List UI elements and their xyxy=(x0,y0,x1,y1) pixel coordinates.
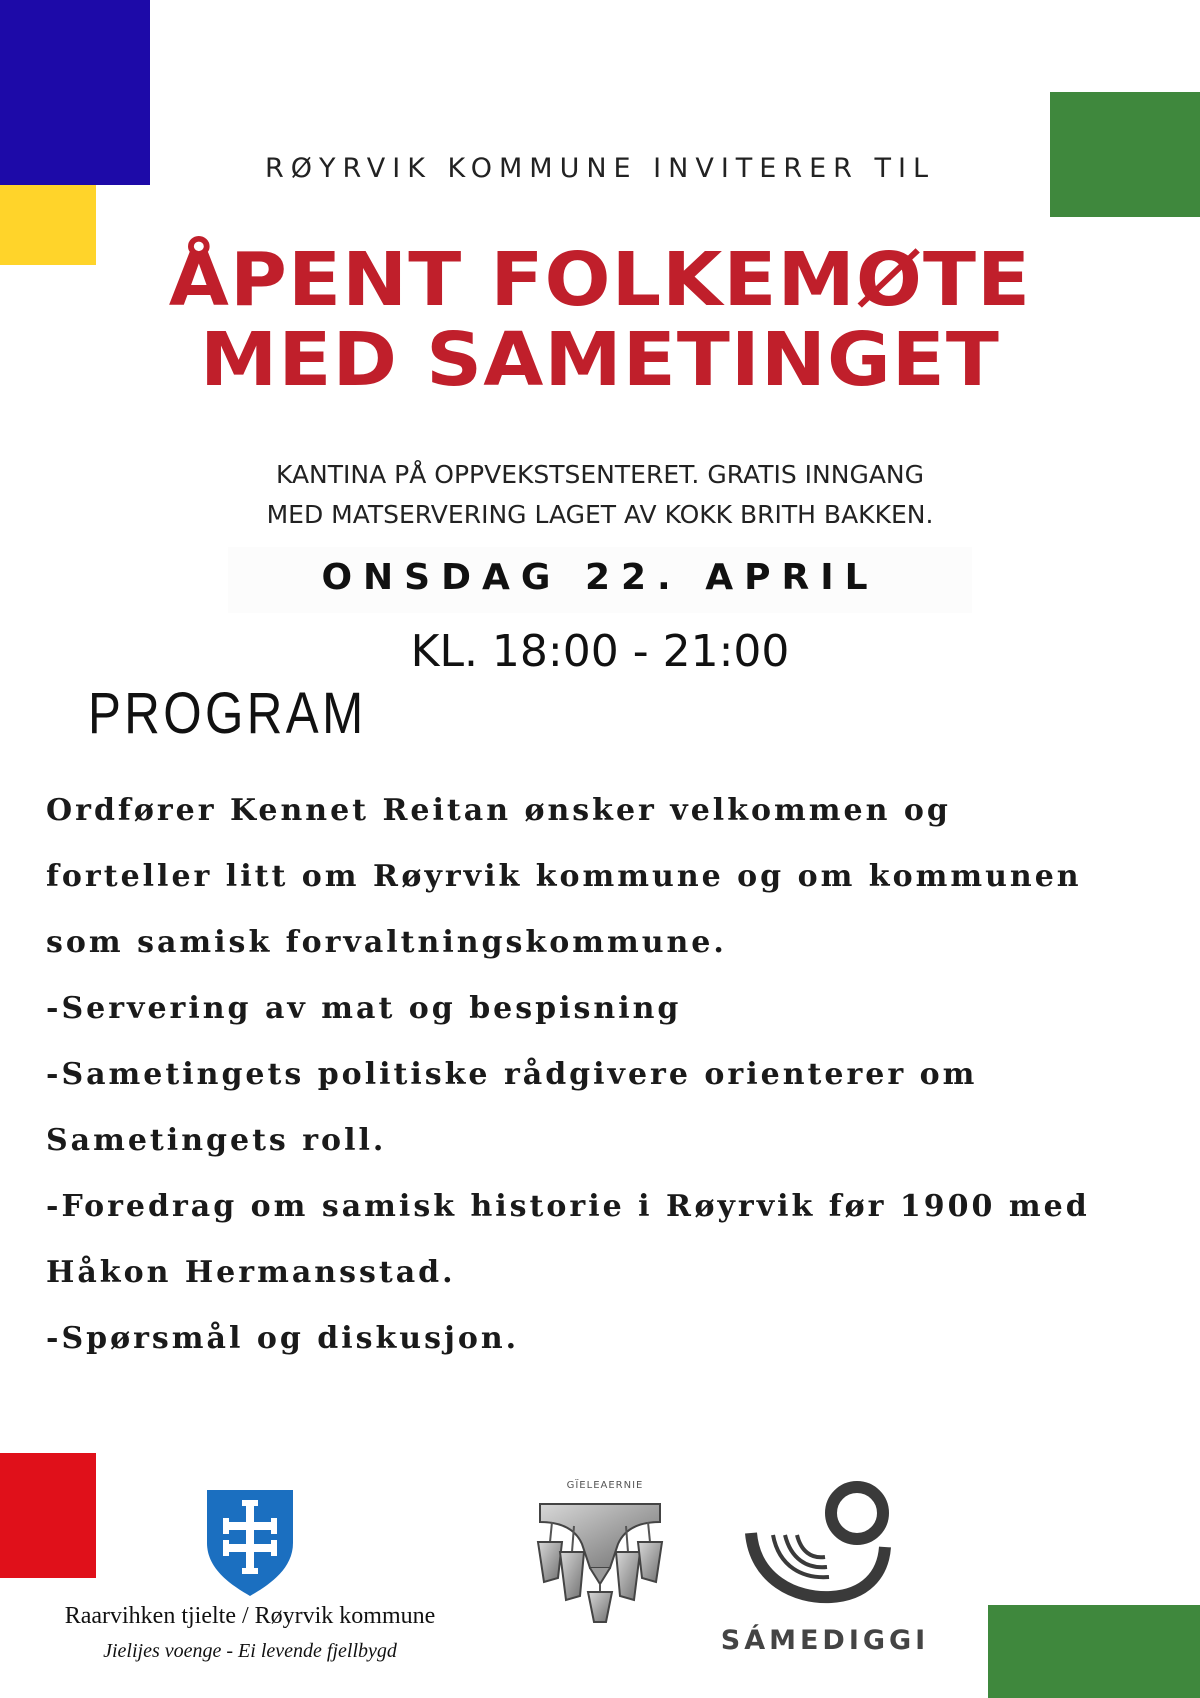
page-title xyxy=(0,237,1200,403)
kommune-slogan: Jielijes voenge - Ei levende fjellbygd xyxy=(103,1640,397,1662)
event-date: ONSDAG 22. APRIL xyxy=(321,557,879,598)
program-line: -Sametingets politiske rådgivere orienterer om xyxy=(46,1057,978,1092)
event-time: KL. 18:00 - 21:00 xyxy=(410,626,790,677)
samediggi-emblem-icon xyxy=(745,1475,905,1605)
location-line-2: MED MATSERVERING LAGET AV KOKK BRITH BAKKEN. xyxy=(266,500,934,529)
program-list xyxy=(46,778,1166,1372)
invite-line: RØYRVIK KOMMUNE INVITERER TIL xyxy=(265,153,935,184)
cross-shield-icon xyxy=(205,1488,295,1598)
kommune-name: Raarvihken tjielte / Røyrvik kommune xyxy=(64,1603,436,1629)
program-line: Håkon Hermansstad. xyxy=(46,1255,456,1290)
program-line: som samisk forvaltningskommune. xyxy=(46,925,727,960)
program-line: Ordfører Kennet Reitan ønsker velkommen og xyxy=(46,793,951,828)
program-line: forteller litt om Røyrvik kommune og om kommunen xyxy=(46,859,1082,894)
samediggi-name: SÁMEDIGGI xyxy=(720,1625,930,1656)
title-line-2: MED SAMETINGET xyxy=(200,317,1000,403)
green-bottom-block xyxy=(988,1605,1200,1698)
program-line: -Servering av mat og bespisning xyxy=(46,991,682,1026)
silver-brooch-icon xyxy=(530,1492,670,1627)
red-bottom-block xyxy=(0,1453,96,1578)
title-line-1: ÅPENT FOLKEMØTE xyxy=(168,237,1032,323)
location-text xyxy=(0,455,1200,535)
program-heading: PROGRAM xyxy=(88,681,367,746)
program-line: Sametingets roll. xyxy=(46,1123,387,1158)
program-line: -Foredrag om samisk historie i Røyrvik før 1900 med xyxy=(46,1189,1090,1224)
program-line: -Spørsmål og diskusjon. xyxy=(46,1321,520,1356)
gieleaernie-label: GÏELEAERNIE xyxy=(566,1480,644,1491)
location-line-1: KANTINA PÅ OPPVEKSTSENTERET. GRATIS INNGANG xyxy=(275,460,924,489)
